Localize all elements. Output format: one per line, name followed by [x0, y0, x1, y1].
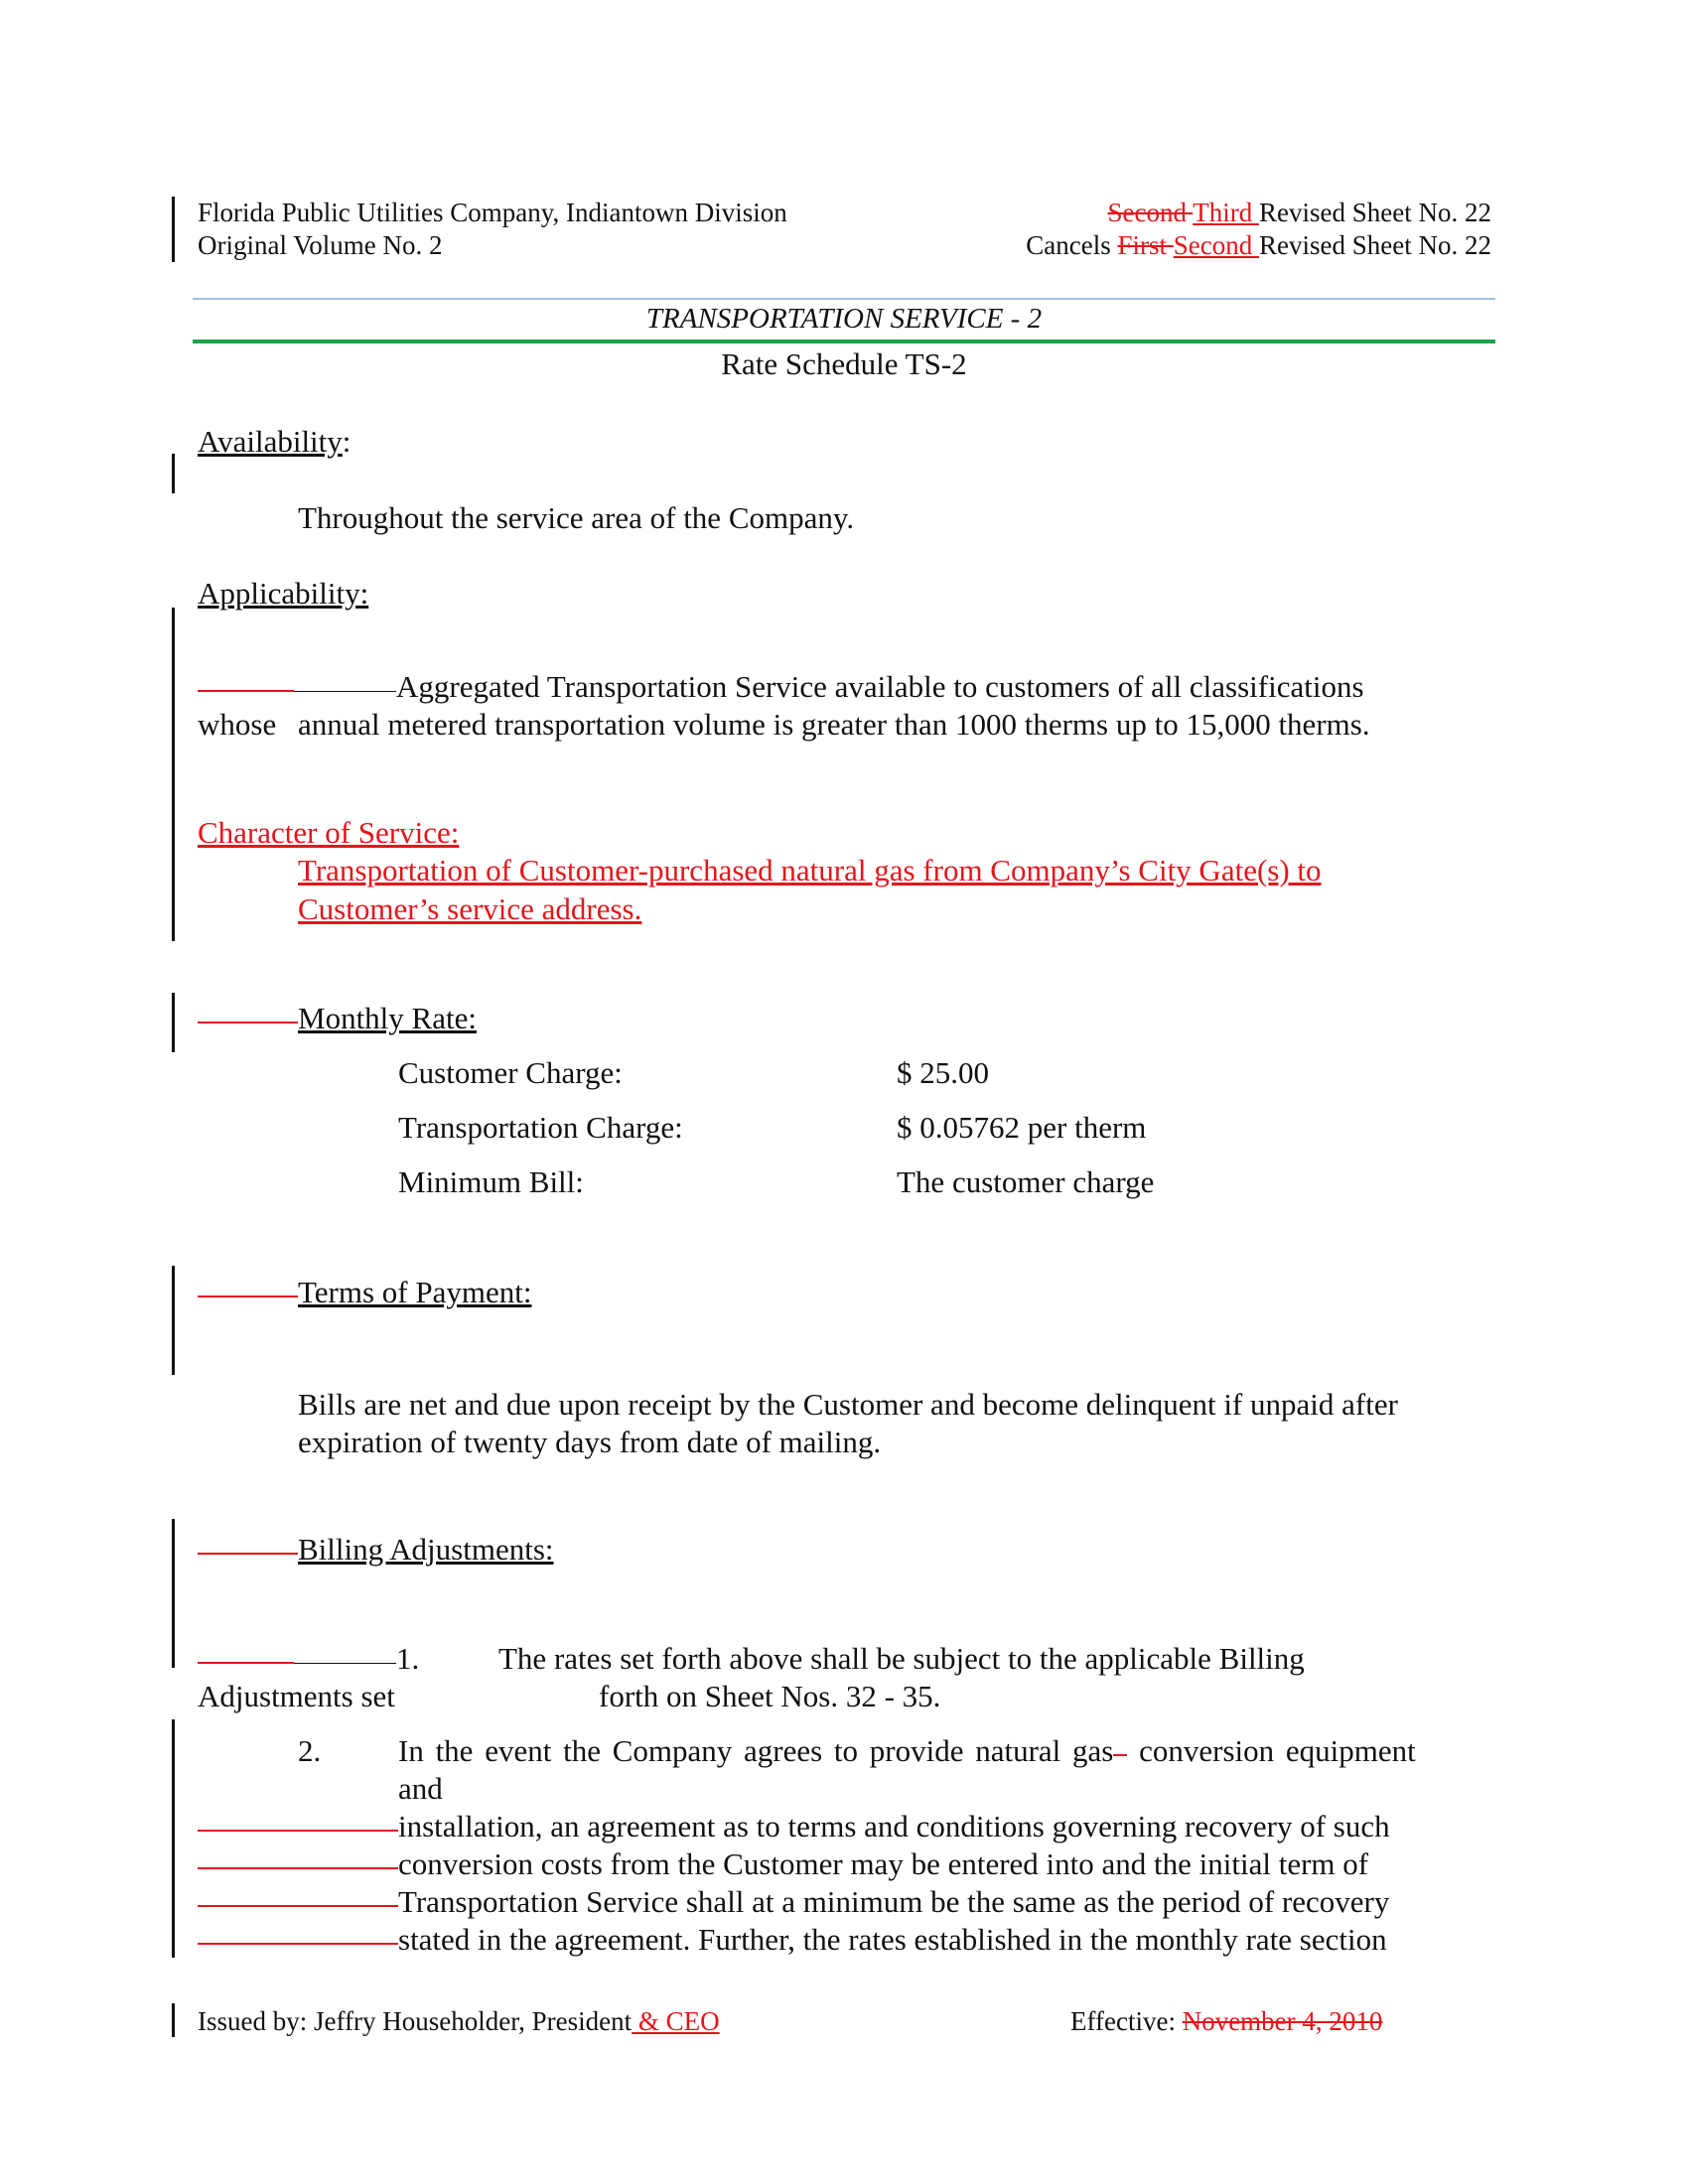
rate-label: Minimum Bill: [398, 1164, 584, 1199]
tab-leader [294, 691, 396, 692]
header-sheet-number: Second Third Revised Sheet No. 22 [1107, 198, 1491, 227]
change-bar [172, 1519, 175, 1668]
billing-item-1-line-1: 1. [198, 1641, 419, 1677]
header-volume: Original Volume No. 2 [198, 230, 443, 260]
applicability-heading: Applicability: [198, 576, 369, 611]
billing-item-2-number: 2. [298, 1733, 322, 1768]
character-line-1: Transportation of Customer-purchased natural gas from Company’s City Gate(s) to [298, 853, 1322, 887]
rate-label: Transportation Charge: [398, 1110, 683, 1145]
inserted-tab [198, 1662, 294, 1664]
inserted-tab [198, 1943, 398, 1945]
inserted-tab [198, 1867, 398, 1869]
inserted-tab [198, 1022, 298, 1024]
deleted-text: First [1117, 230, 1174, 260]
rate-label: Customer Charge: [398, 1055, 623, 1090]
deleted-text: Second [1107, 198, 1194, 227]
footer-effective: Effective: November 4, 2010 [1070, 2006, 1383, 2036]
monthly-rate-heading: Monthly Rate: [198, 1001, 477, 1036]
change-bar [172, 2003, 175, 2037]
change-bar [172, 608, 175, 941]
rate-value: The customer charge [897, 1164, 1155, 1199]
schedule-title: Rate Schedule TS-2 [721, 346, 967, 381]
rate-row [398, 1055, 1292, 1095]
rate-row [398, 1110, 1292, 1150]
applicability-line-1: Aggregated Transportation Service available to customers of all classifications [198, 669, 1364, 705]
character-line-2: Customer’s service address. [298, 891, 642, 926]
deleted-text: November 4, 2010 [1182, 2006, 1383, 2036]
applicability-line-2a: whose [198, 707, 277, 742]
availability-text: Throughout the service area of the Company. [298, 500, 855, 535]
rate-row [398, 1164, 1292, 1204]
terms-line-1: Bills are net and due upon receipt by the Customer and become delinquent if unpaid after [298, 1387, 1398, 1422]
change-bar [172, 197, 175, 262]
inserted-tab [198, 690, 294, 692]
header-rule-green [193, 340, 1495, 343]
inserted-text: Third [1193, 198, 1260, 227]
rate-value: $ 0.05762 per therm [897, 1110, 1147, 1145]
billing-item-2-line-1: In the event the Company agrees to provide natural gas conversion equipment [398, 1733, 1416, 1768]
inserted-tab [198, 1905, 398, 1907]
billing-item-2-line-2: installation, an agreement as to terms and conditions governing recovery of such [198, 1809, 1390, 1844]
rate-value: $ 25.00 [897, 1055, 989, 1090]
applicability-line-2b: annual metered transportation volume is greater than 1000 therms up to 15,000 therms. [298, 707, 1370, 742]
tab-leader [294, 1663, 396, 1664]
inserted-tab [198, 1296, 298, 1297]
inserted-text: Second [1173, 230, 1260, 260]
billing-item-1-line-2b: forth on Sheet Nos. 32 - 35. [599, 1679, 941, 1713]
header-cancels: Cancels First Second Revised Sheet No. 22 [1026, 230, 1491, 260]
billing-item-2-line-3: conversion costs from the Customer may be entered into and the initial term of [198, 1846, 1368, 1882]
billing-item-2-line-4: Transportation Service shall at a minimum be the same as the period of recovery [198, 1884, 1389, 1920]
inserted-text: & CEO [632, 2006, 720, 2036]
billing-heading: Billing Adjustments: [198, 1532, 554, 1568]
inserted-space [1113, 1754, 1127, 1756]
change-bar [172, 1719, 175, 1958]
header-company: Florida Public Utilities Company, Indiantown Division [198, 198, 787, 227]
billing-item-1-line-2a: Adjustments set [198, 1679, 395, 1713]
billing-item-2-line-1c: and [398, 1771, 443, 1806]
character-heading: Character of Service: [198, 815, 460, 850]
inserted-tab [198, 1553, 298, 1555]
terms-heading: Terms of Payment: [198, 1275, 531, 1310]
change-bar [172, 454, 175, 493]
change-bar [172, 993, 175, 1052]
header-rule-blue [193, 298, 1495, 300]
footer-issued-by: Issued by: Jeffry Householder, President & CEO [198, 2006, 720, 2036]
inserted-tab [198, 1830, 398, 1832]
service-title: TRANSPORTATION SERVICE - 2 [645, 303, 1043, 335]
terms-line-2: expiration of twenty days from date of mailing. [298, 1425, 882, 1459]
availability-heading: Availability: [198, 424, 352, 459]
billing-item-1-text: The rates set forth above shall be subject to the applicable Billing [498, 1641, 1305, 1676]
billing-item-2-line-5: stated in the agreement. Further, the rates established in the monthly rate section [198, 1922, 1387, 1958]
change-bar [172, 1266, 175, 1375]
